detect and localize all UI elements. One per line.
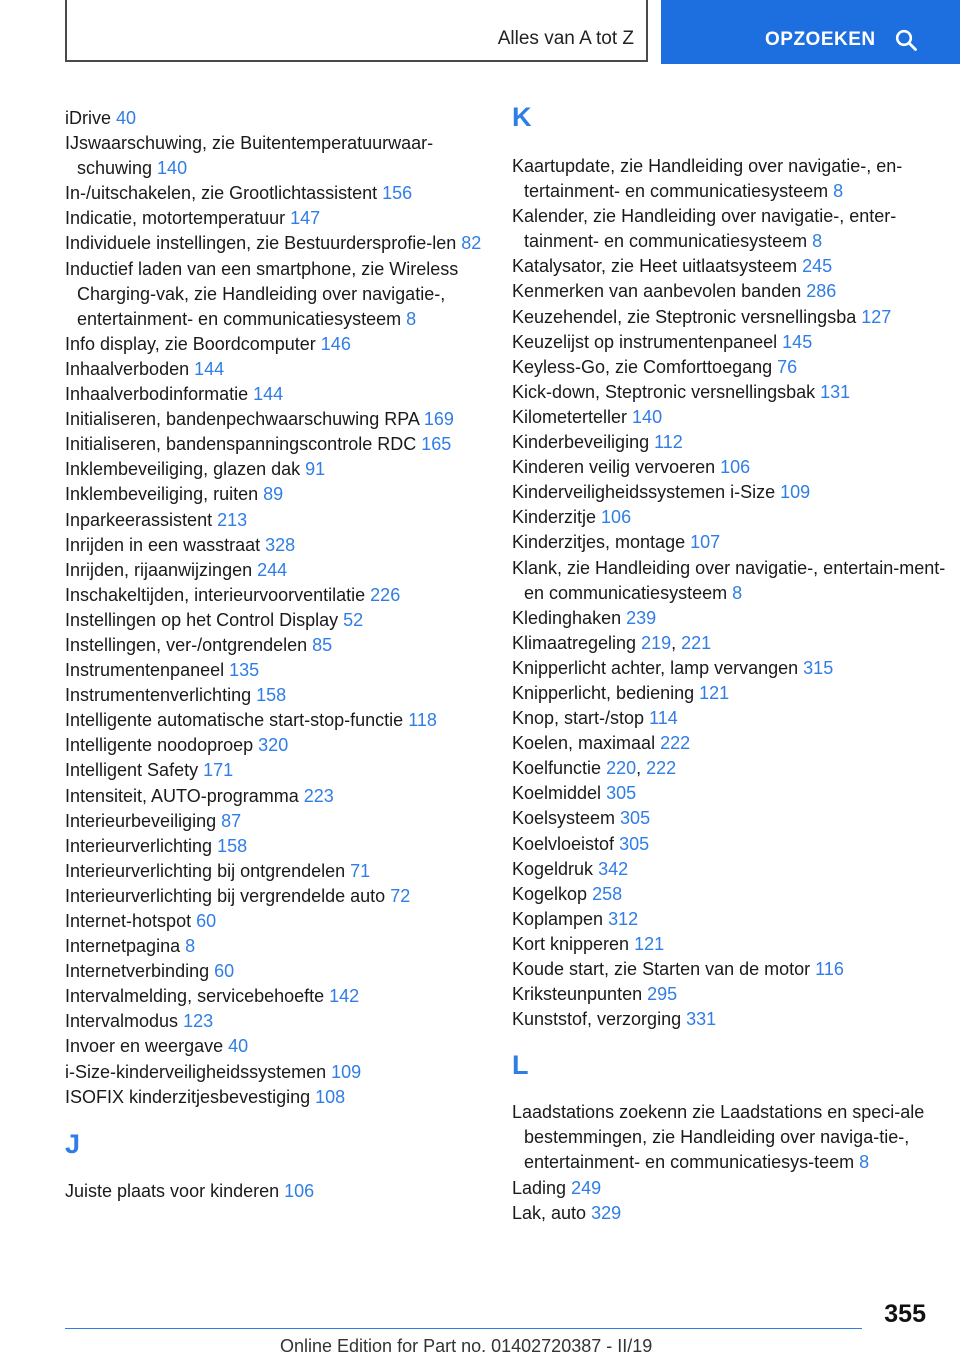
page-reference-link[interactable]: 76 [777, 356, 798, 377]
page-reference-link[interactable]: 244 [257, 559, 288, 580]
index-entry [65, 834, 485, 859]
index-entry [65, 357, 485, 382]
page-reference-link[interactable]: 146 [320, 333, 351, 354]
index-entry-text: Koelsysteem [512, 808, 621, 829]
index-entry-text: Koplampen [512, 908, 609, 929]
index-entry [512, 1201, 952, 1226]
index-entry [512, 254, 952, 279]
index-entry-text: Internetpagina [65, 936, 186, 957]
page-reference-link[interactable]: 8 [406, 308, 417, 329]
index-entry-text: Koude start, zie Starten van de motor [512, 959, 816, 979]
page-reference-link[interactable]: 8 [812, 231, 823, 252]
page-reference-link[interactable]: 87 [221, 810, 242, 831]
index-entry [65, 106, 485, 131]
index-entry-text: Keyless-Go, zie Comforttoegang [512, 356, 778, 377]
index-entry-text: Kunststof, verzorging [512, 1009, 687, 1030]
page-reference-link[interactable]: 114 [649, 708, 678, 729]
index-entry-text: Kriksteunpunten [512, 984, 648, 1005]
index-entry-text: Interieurverlichting bij ontgrendelen [65, 860, 351, 881]
page-reference-link[interactable]: 245 [802, 256, 833, 277]
index-entry [512, 330, 952, 355]
index-entry-text: Knipperlicht, bediening [512, 682, 700, 703]
index-entry-text: Koelfunctie [512, 758, 607, 779]
index-entry-text: Intervalmelding, servicebehoefte [65, 986, 330, 1007]
index-entry [65, 633, 485, 658]
index-entry-text: Kinderzitjes, montage [512, 532, 691, 553]
index-entry-text: Inrijden, rijaanwijzingen [65, 559, 258, 580]
index-entry-text: Kalender, zie Handleiding over navigatie-, enter-tainment- en communicatiesysteem [512, 206, 897, 252]
page-separator: , [636, 758, 647, 779]
index-entry-text: Laadstations zoekenn zie Laadstations en speci-ale bestemmingen, zie Handleiding over naviga-tie-, entertainment- en communicatiesys-teem [512, 1102, 925, 1173]
index-column-right [512, 102, 952, 1226]
page-reference-link[interactable]: 106 [720, 457, 751, 478]
index-entry [512, 455, 952, 480]
page-reference-link[interactable]: 219 [641, 632, 672, 653]
index-entry-text: Lak, auto [512, 1202, 592, 1223]
page-reference-link[interactable]: 286 [806, 281, 837, 302]
page-reference-link[interactable]: 107 [690, 532, 721, 553]
section-letter: J [65, 1128, 81, 1159]
page-reference-link[interactable]: 135 [229, 660, 260, 681]
index-entry [512, 556, 952, 606]
index-entry-text: Inductief laden van een smartphone, zie Wireless Charging-vak, zie Handleiding over navigatie-, entertainment- en communicatiesysteem [65, 258, 459, 329]
index-entry-text: Knipperlicht achter, lamp vervangen [512, 657, 804, 678]
index-entry [512, 279, 952, 304]
page-reference-link[interactable]: 85 [312, 634, 333, 655]
index-entry-text: Intensiteit, AUTO-programma [65, 785, 304, 806]
page-reference-link[interactable]: 305 [619, 833, 650, 854]
index-entry-text: Internet-hotspot [65, 911, 197, 931]
index-column-left [65, 106, 485, 1204]
index-entry [512, 430, 952, 455]
page-reference-link[interactable]: 213 [217, 509, 248, 530]
index-entry [65, 181, 485, 206]
index-entry-text: Initialiseren, bandenspanningscontrole RDC [65, 434, 422, 455]
index-entry-text: Initialiseren, bandenpechwaarschuwing RPA [65, 409, 424, 430]
index-entry-text: Instellingen, ver-/ontgrendelen [65, 634, 313, 655]
index-entry-text: Keuzehendel, zie Steptronic versnellingsba [512, 306, 862, 327]
index-entry [65, 432, 485, 457]
index-entry [65, 407, 485, 432]
page-reference-link[interactable]: 331 [686, 1009, 717, 1030]
index-entry [512, 781, 952, 806]
index-entry-text: Invoer en weergave [65, 1036, 229, 1057]
page-reference-link[interactable]: 60 [196, 911, 217, 931]
page-reference-link[interactable]: 121 [634, 933, 665, 954]
index-entry [512, 530, 952, 555]
section-letter: K [512, 102, 532, 132]
index-entry [512, 706, 952, 731]
section-letter: L [512, 1050, 529, 1081]
index-entry [65, 131, 485, 181]
index-entry [512, 505, 952, 530]
index-entry-text: Kinderen veilig vervoeren [512, 457, 721, 478]
index-entry-text: Individuele instellingen, zie Bestuurdersprofie-len [65, 233, 462, 254]
index-entry [512, 681, 952, 706]
index-entry [65, 482, 485, 507]
index-entry [512, 1100, 952, 1175]
index-entry-text: Inklembeveiliging, ruiten [65, 484, 264, 505]
index-entry-text: Interieurverlichting [65, 835, 218, 856]
page-reference-link[interactable]: 8 [185, 936, 196, 957]
index-entry-text: Info display, zie Boordcomputer [65, 333, 321, 354]
index-entry [65, 457, 485, 482]
top-navigation [0, 0, 960, 66]
index-entry-text: Kinderzitje [512, 507, 602, 528]
index-entry-text: Interieurbeveiliging [65, 810, 222, 831]
search-button-label: OPZOEKEN [765, 29, 876, 50]
index-entry [512, 932, 952, 957]
page-number: 355 [884, 1300, 926, 1328]
index-entry-text: ISOFIX kinderzitjesbevestiging [65, 1086, 316, 1107]
index-entry-text: Kledinghaken [512, 607, 627, 628]
page-reference-link[interactable]: 329 [591, 1202, 622, 1223]
index-entry [512, 1007, 952, 1032]
page-reference-link[interactable]: 226 [370, 584, 401, 605]
index-entry [512, 857, 952, 882]
page-reference-link[interactable]: 71 [350, 860, 371, 881]
index-entry [512, 756, 952, 781]
index-entry [512, 957, 952, 982]
index-entry-text: Intervalmodus [65, 1011, 184, 1032]
index-entry [65, 608, 485, 633]
index-entry-text: Instellingen op het Control Display [65, 609, 344, 630]
page-reference-link[interactable]: 40 [228, 1036, 249, 1057]
page-reference-link[interactable]: 145 [782, 331, 813, 352]
index-entry [512, 656, 952, 681]
index-entry [512, 806, 952, 831]
page-reference-link[interactable]: 165 [421, 434, 452, 455]
index-entry [65, 758, 485, 783]
index-entry-text: Inrijden in een wasstraat [65, 534, 266, 555]
index-entry-text: Kogeldruk [512, 858, 599, 879]
page-reference-link[interactable]: 312 [608, 908, 639, 929]
index-entry-text: Lading [512, 1177, 572, 1198]
index-entry [512, 907, 952, 932]
index-entry-text: Kick-down, Steptronic versnellingsbak [512, 381, 821, 402]
index-entry-text: Internetverbinding [65, 961, 215, 982]
page-reference-link[interactable]: 156 [382, 183, 413, 204]
index-entry-text: Indicatie, motortemperatuur [65, 208, 291, 229]
index-entry [512, 832, 952, 857]
index-entry-text: Instrumentenpaneel [65, 660, 230, 681]
index-entry-text: Kinderveiligheidssystemen i-Size [512, 482, 781, 503]
index-entry-text: Knop, start-/stop [512, 708, 650, 729]
index-entry [65, 508, 485, 533]
index-entry-text: Inhaalverboden [65, 358, 195, 379]
page-reference-link[interactable]: 171 [203, 760, 234, 781]
page-reference-link[interactable]: 221 [681, 632, 712, 653]
index-entry [65, 959, 485, 984]
page-reference-link[interactable]: 82 [461, 233, 482, 254]
index-entry-text: Inklembeveiliging, glazen dak [65, 459, 306, 480]
page-reference-link[interactable]: 342 [598, 858, 629, 879]
index-entry [65, 231, 485, 256]
page-reference-link[interactable]: 169 [423, 409, 454, 430]
index-entry [65, 658, 485, 683]
page-reference-link[interactable]: 222 [646, 758, 677, 779]
index-entry [65, 533, 485, 558]
footer-edition-text: Online Edition for Part no. 01402720387 - II/19 [280, 1336, 653, 1356]
index-entry [512, 882, 952, 907]
page-reference-link[interactable]: 106 [284, 1180, 315, 1201]
index-entry [512, 305, 952, 330]
page-reference-link[interactable]: 106 [601, 507, 632, 528]
index-entry [65, 934, 485, 959]
index-entry [65, 1085, 485, 1110]
index-entry [65, 733, 485, 758]
index-entry-text: Katalysator, zie Heet uitlaatsysteem [512, 256, 803, 277]
index-entry-text: Keuzelijst op instrumentenpaneel [512, 331, 783, 352]
page-separator: , [671, 632, 682, 653]
page-reference-link[interactable]: 258 [592, 883, 623, 904]
index-entry [512, 731, 952, 756]
page-reference-link[interactable]: 144 [194, 358, 225, 379]
index-entry-text: Koelmiddel [512, 783, 607, 804]
index-entry [65, 809, 485, 834]
page-reference-link[interactable]: 8 [732, 582, 743, 603]
index-entry [65, 1179, 485, 1204]
index-entry-text: i-Size-kinderveiligheidssystemen [65, 1061, 332, 1082]
page-reference-link[interactable]: 305 [620, 808, 651, 829]
index-entry-text: Intelligente automatische start-stop-functie [65, 710, 409, 731]
index-entry [65, 909, 485, 934]
page-reference-link[interactable]: 249 [571, 1177, 602, 1198]
index-entry-text: Intelligent Safety [65, 760, 204, 781]
index-entry [65, 257, 485, 332]
page-reference-link[interactable]: 112 [654, 432, 683, 453]
page-reference-link[interactable]: 123 [183, 1011, 214, 1032]
page-reference-link[interactable]: 108 [315, 1086, 346, 1107]
index-entry [65, 708, 485, 733]
index-entry-text: Instrumentenverlichting [65, 685, 257, 706]
index-entry [512, 154, 952, 204]
page-reference-link[interactable]: 320 [258, 735, 289, 756]
page-reference-link[interactable]: 121 [699, 682, 730, 703]
page-reference-link[interactable]: 147 [290, 208, 321, 229]
page-reference-link[interactable]: 158 [256, 685, 287, 706]
index-entry-text: Inschakeltijden, interieurvoorventilatie [65, 584, 371, 605]
footer-divider [65, 1328, 862, 1329]
page-reference-link[interactable]: 158 [217, 835, 248, 856]
index-entry-text: Kilometerteller [512, 406, 633, 427]
index-entry [512, 982, 952, 1007]
index-entry [512, 204, 952, 254]
index-entry-text: Kinderbeveiliging [512, 432, 655, 453]
search-icon [895, 29, 917, 51]
index-entry-text: In-/uitschakelen, zie Grootlichtassistent [65, 183, 383, 204]
page-reference-link[interactable]: 91 [305, 459, 326, 480]
page-reference-link[interactable]: 8 [833, 181, 844, 202]
index-entry [65, 206, 485, 231]
page-reference-link[interactable]: 109 [331, 1061, 362, 1082]
index-entry-text: Klimaatregeling [512, 632, 642, 653]
index-entry-text: Juiste plaats voor kinderen [65, 1180, 285, 1201]
index-entry-text: Intelligente noodoproep [65, 735, 259, 756]
index-entry-text: Inparkeerassistent [65, 509, 218, 530]
index-entry [65, 884, 485, 909]
index-entry-text: Koelen, maximaal [512, 733, 661, 754]
index-entry [65, 683, 485, 708]
page-reference-link[interactable]: 144 [253, 384, 284, 405]
page-reference-link[interactable]: 315 [803, 657, 834, 678]
index-entry [65, 1034, 485, 1059]
index-entry-text: Kort knipperen [512, 933, 635, 954]
index-entry-text: Kenmerken van aanbevolen banden [512, 281, 807, 302]
index-entry-text: Koelvloeistof [512, 833, 620, 854]
page-reference-link[interactable]: 220 [606, 758, 637, 779]
index-entry-text: Klank, zie Handleiding over navigatie-, entertain-ment- en communicatiesysteem [512, 557, 946, 603]
page-reference-link[interactable]: 40 [116, 108, 137, 128]
index-entry [65, 583, 485, 608]
index-entry [65, 332, 485, 357]
index-entry [512, 631, 952, 656]
index-entry [512, 355, 952, 380]
index-entry [65, 558, 485, 583]
index-entry [65, 784, 485, 809]
index-entry [512, 606, 952, 631]
index-entry [65, 1009, 485, 1034]
page-reference-link[interactable]: 295 [647, 984, 678, 1005]
page-reference-link[interactable]: 131 [820, 381, 851, 402]
index-entry-text: Inhaalverbodinformatie [65, 384, 254, 405]
search-button[interactable] [661, 0, 960, 64]
page-reference-link[interactable]: 60 [214, 961, 235, 982]
page-reference-link[interactable]: 222 [660, 733, 691, 754]
index-entry-text: Kogelkop [512, 883, 593, 904]
tab-alles-van-a-tot-z[interactable] [65, 0, 648, 62]
index-entry [512, 480, 952, 505]
index-entry-text: iDrive [65, 108, 117, 128]
page-reference-link[interactable]: 305 [606, 783, 637, 804]
index-entry-text: Kaartupdate, zie Handleiding over navigatie-, en-tertainment- en communicatiesysteem [512, 156, 903, 202]
index-entry-text: Interieurverlichting bij vergrendelde auto [65, 885, 391, 906]
index-entry [65, 984, 485, 1009]
page-reference-link[interactable]: 72 [390, 885, 411, 906]
tab-alles-label: Alles van A tot Z [497, 28, 634, 49]
page-reference-link[interactable]: 239 [626, 607, 657, 628]
page-reference-link[interactable]: 109 [780, 482, 811, 503]
index-entry [65, 1060, 485, 1085]
page-reference-link[interactable]: 89 [263, 484, 284, 505]
page-reference-link[interactable]: 116 [815, 959, 844, 979]
page-reference-link[interactable]: 223 [303, 785, 334, 806]
page-reference-link[interactable]: 127 [861, 306, 892, 327]
page-reference-link[interactable]: 140 [157, 158, 188, 179]
page-reference-link[interactable]: 8 [859, 1152, 870, 1173]
index-entry [65, 859, 485, 884]
page-reference-link[interactable]: 328 [265, 534, 296, 555]
page-reference-link[interactable]: 142 [329, 986, 360, 1007]
index-entry [512, 405, 952, 430]
index-entry [512, 380, 952, 405]
page-reference-link[interactable]: 140 [632, 406, 663, 427]
index-entry-text: IJswaarschuwing, zie Buitentemperatuurwaar-schuwing [65, 133, 434, 179]
index-entry [65, 382, 485, 407]
index-entry [512, 1176, 952, 1201]
page-reference-link[interactable]: 52 [343, 609, 364, 630]
page-reference-link[interactable]: 118 [408, 710, 437, 731]
